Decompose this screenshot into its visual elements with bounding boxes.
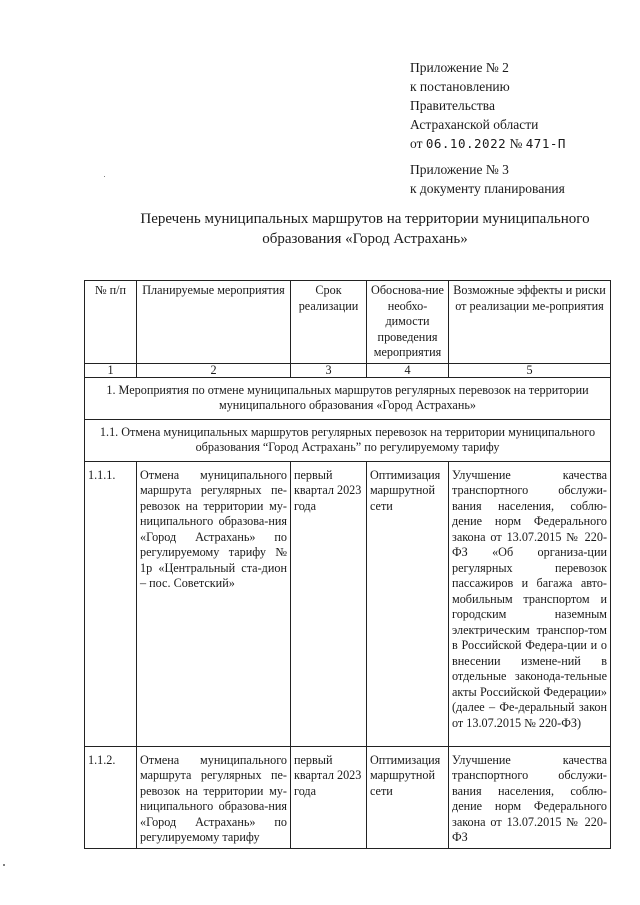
routes-table xyxy=(84,280,611,849)
col-number: 1 xyxy=(85,363,137,377)
section-1-heading: 1. Мероприятия по отмене муниципальных маршрутов регулярных перевозок на территории муниципального образования «Город Астрахань» xyxy=(85,377,611,419)
col-number: 2 xyxy=(137,363,291,377)
scan-speck xyxy=(3,864,5,866)
column-number-row xyxy=(85,363,611,377)
row-effects: Улучшение качества транспортного обслужи-вания населения, соблю-дение норм Федерального закона от 13.07.2015 № 220-ФЗ «Об организа-ции регулярных перевозок пассажиров и багажа авто-мобильным транспортом и городским наземным электрическим транспор-том в Российской Федера-ции и о внесении измене-ний в отдельные законода-тельные акты Российской Федерации» (далее – Фе-деральный закон от 13.07.2015 № 220-ФЗ) xyxy=(449,461,611,746)
header-reason: Обоснова-ние необхо-димости проведения мероприятия xyxy=(367,281,449,364)
subsection-row xyxy=(85,419,611,461)
header-action: Планируемые мероприятия xyxy=(137,281,291,364)
col-number: 4 xyxy=(367,363,449,377)
scan-speck xyxy=(104,176,105,177)
decree-number: 471-П xyxy=(525,136,566,151)
row-reason: Оптимизация маршрутной сети xyxy=(367,746,449,848)
row-number: 1.1.2. xyxy=(85,746,137,848)
appendix-3-ref: к документу планирования xyxy=(410,181,565,196)
appendix-2-region: Астраханской области xyxy=(410,117,539,132)
title-line-2: образования «Город Астрахань» xyxy=(262,231,468,247)
row-reason: Оптимизация маршрутной сети xyxy=(367,461,449,746)
row-action: Отмена муниципального маршрута регулярных пе-ревозок на территории му-ниципального образова-ния «Город Астрахань» по регулируемому тарифу № 1р «Центральный ста-дион – пос. Советский» xyxy=(137,461,291,746)
col-number: 5 xyxy=(449,363,611,377)
subsection-1-1-heading: 1.1. Отмена муниципальных маршрутов регулярных перевозок на территории муниципального образования “Город Астрахань” по регулируемому тарифу xyxy=(85,419,611,461)
header-num: № п/п xyxy=(85,281,137,364)
appendix-3-block xyxy=(410,160,565,198)
appendix-2-authority: Правительства xyxy=(410,98,495,113)
title-line-1: Перечень муниципальных маршрутов на территории муниципального xyxy=(140,211,590,227)
row-effects: Улучшение качества транспортного обслужи-вания населения, соблю-дение норм Федерального закона от 13.07.2015 № 220-ФЗ xyxy=(449,746,611,848)
decree-date: 06.10.2022 xyxy=(425,136,507,151)
date-prefix: от xyxy=(410,136,423,151)
table-row xyxy=(85,746,611,848)
header-effects: Возможные эффекты и риски от реализации ме-роприятия xyxy=(449,281,611,364)
header-term: Срок реализации xyxy=(291,281,367,364)
row-term: первый квартал 2023 года xyxy=(291,746,367,848)
number-prefix: № xyxy=(509,136,523,151)
appendix-2-heading: Приложение № 2 xyxy=(410,60,509,75)
section-row xyxy=(85,377,611,419)
appendix-2-block xyxy=(410,58,566,153)
appendix-3-heading: Приложение № 3 xyxy=(410,162,509,177)
appendix-2-date-line xyxy=(410,134,566,153)
row-number: 1.1.1. xyxy=(85,461,137,746)
row-term: первый квартал 2023 года xyxy=(291,461,367,746)
appendix-2-ref: к постановлению xyxy=(410,79,510,94)
table-row xyxy=(85,461,611,746)
col-number: 3 xyxy=(291,363,367,377)
row-action: Отмена муниципального маршрута регулярных пе-ревозок на территории му-ниципального образова-ния «Город Астрахань» по регулируемому тарифу xyxy=(137,746,291,848)
table-header-row xyxy=(85,281,611,364)
document-title xyxy=(90,209,640,249)
